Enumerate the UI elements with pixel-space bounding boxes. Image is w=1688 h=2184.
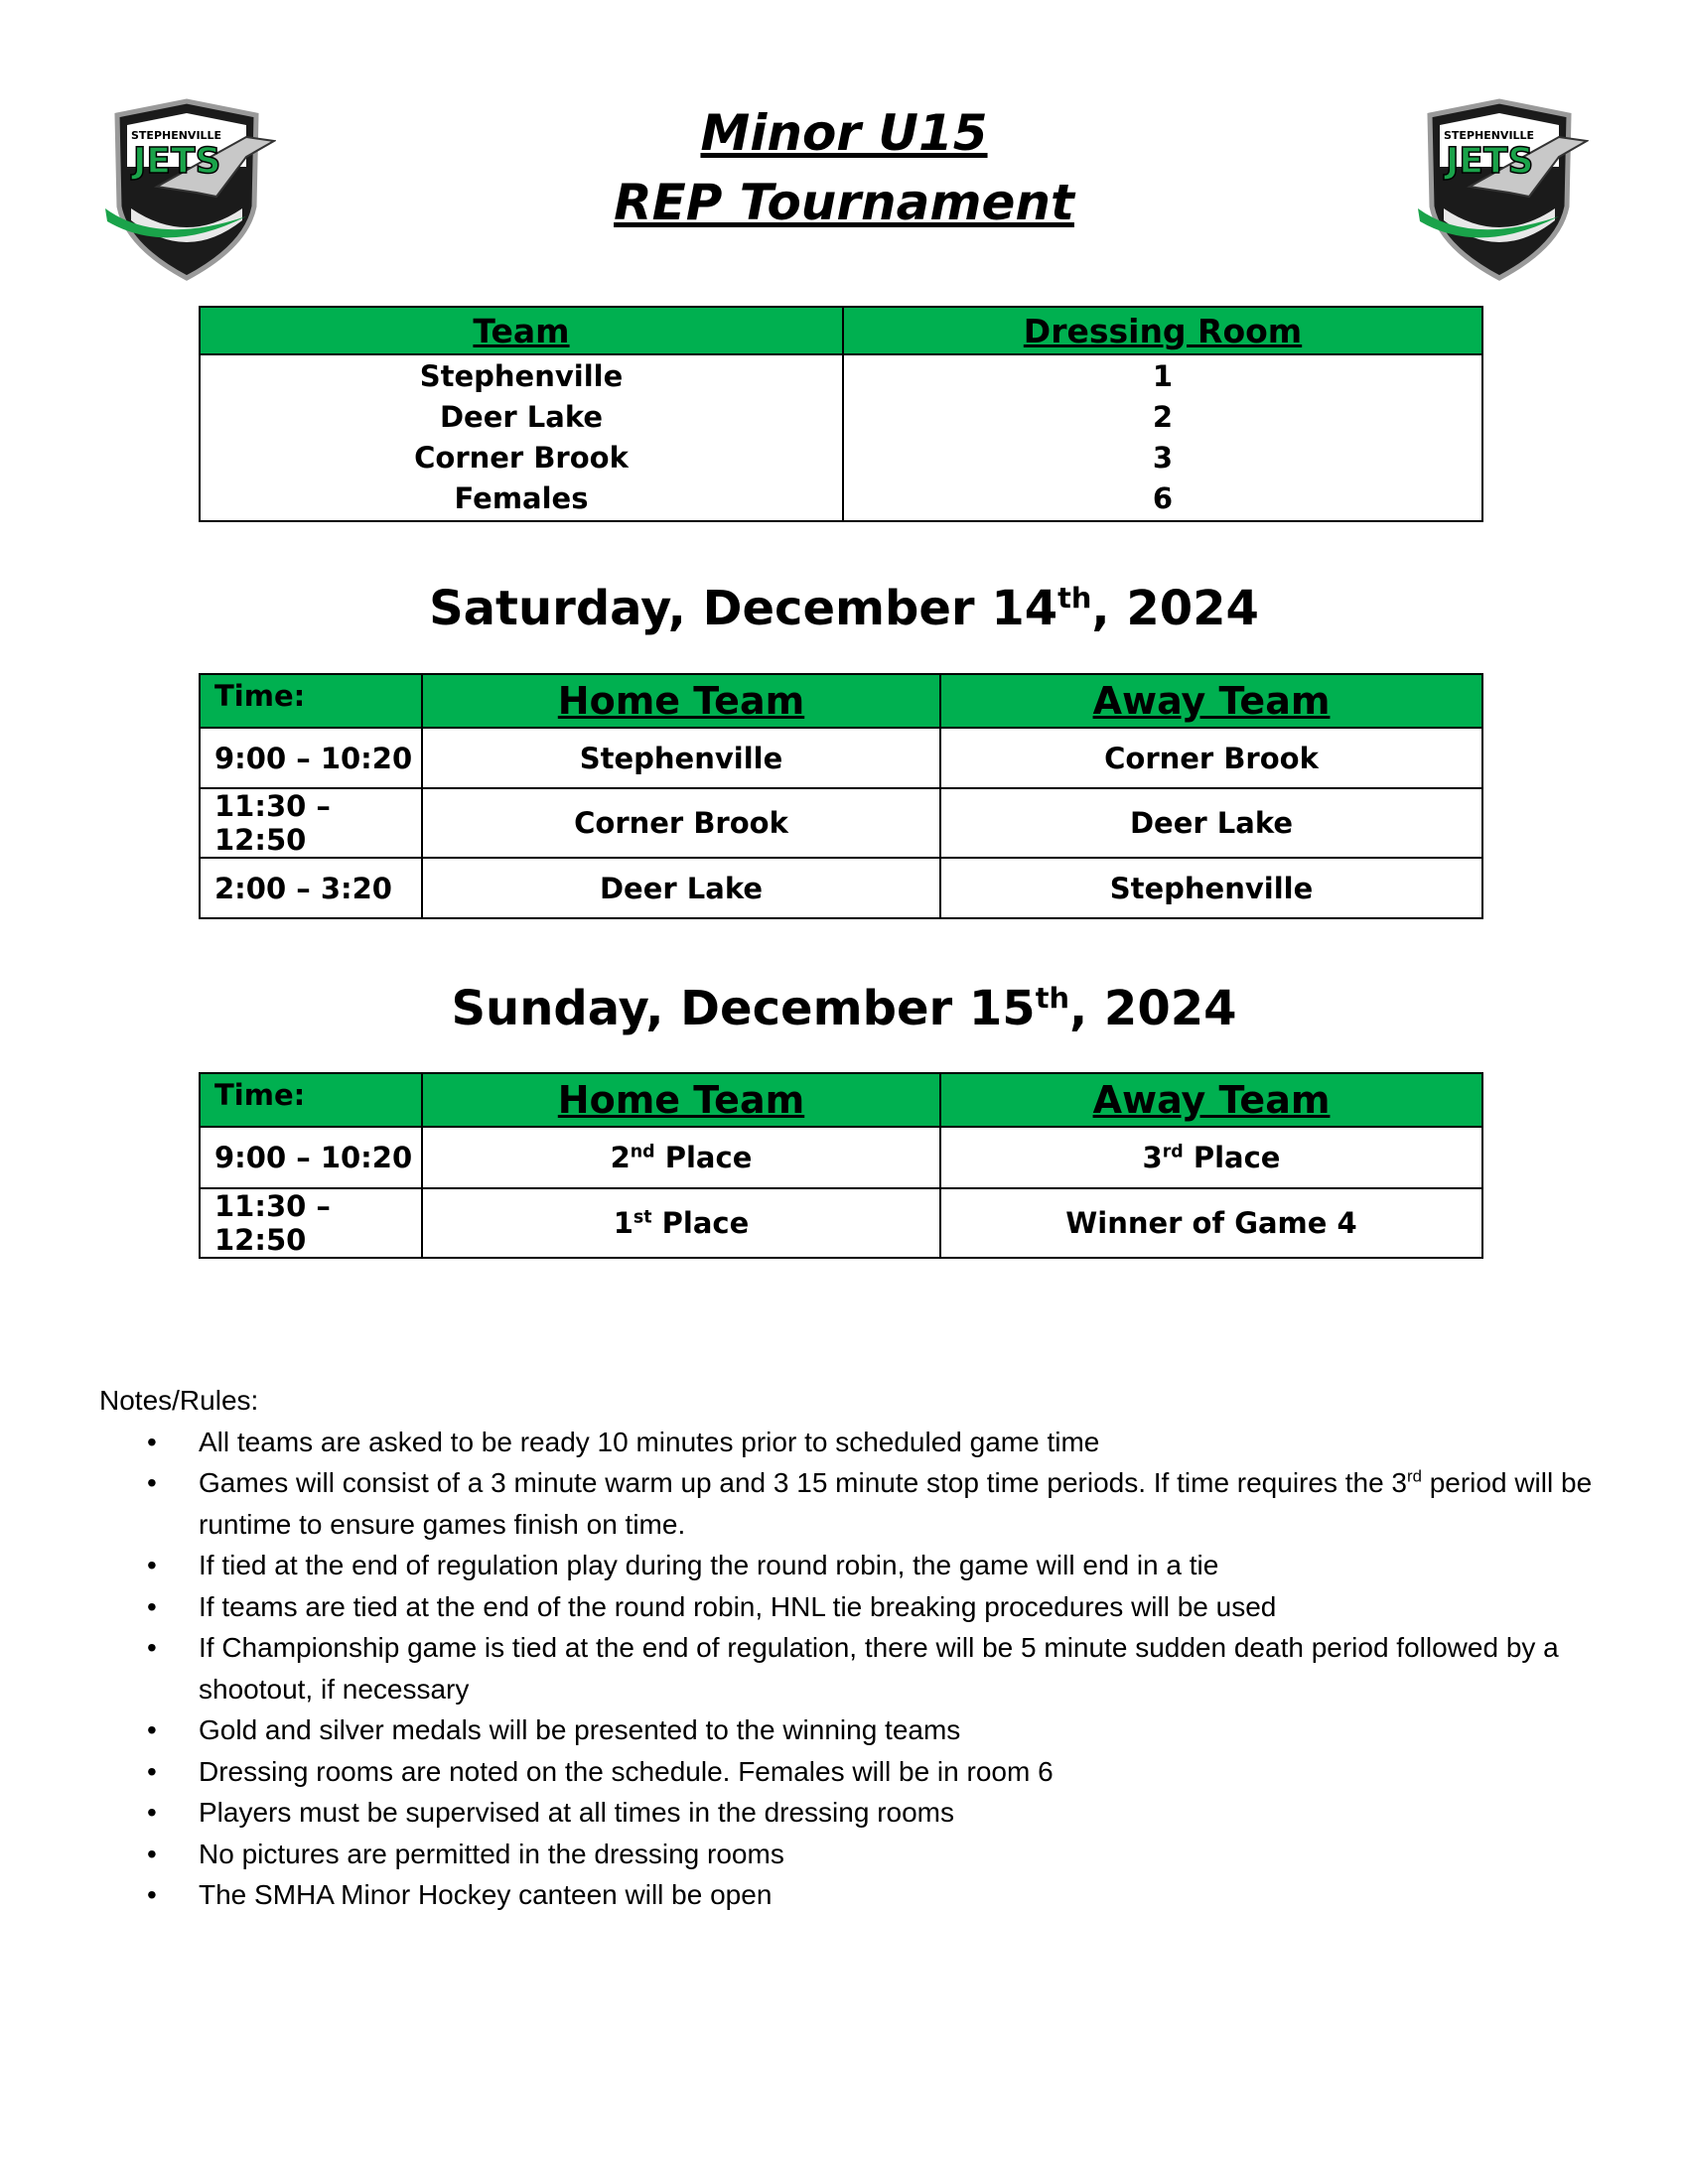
list-item: • Games will consist of a 3 minute warm up and 3 15 minute stop time periods. If time requires the 3rd period will be runtime to ensure games finish on time. <box>199 1462 1609 1545</box>
svg-text:STEPHENVILLE: STEPHENVILLE <box>1444 129 1535 142</box>
notes-section <box>99 1380 1609 1916</box>
home-team-column-header: Home Team <box>422 1073 940 1127</box>
svg-text:JETS: JETS <box>133 141 221 182</box>
list-item: • Gold and silver medals will be presented to the winning teams <box>199 1709 1609 1751</box>
page-title-line1: Minor U15 <box>700 104 988 162</box>
game-time: 11:30 – 12:50 <box>200 1188 422 1258</box>
table-row-room: 3 <box>1152 441 1174 475</box>
away-team: 3rd Place <box>940 1127 1482 1188</box>
table-row-team: Stephenville <box>419 359 624 393</box>
home-team: 2nd Place <box>422 1127 940 1188</box>
table-row <box>200 788 1482 858</box>
list-item: • If Championship game is tied at the end of regulation, there will be 5 minute sudden death period followed by a shootout, if necessary <box>199 1627 1609 1709</box>
game-time: 11:30 – 12:50 <box>200 788 422 858</box>
list-item: • Dressing rooms are noted on the schedule. Females will be in room 6 <box>199 1751 1609 1793</box>
room-list <box>843 354 1482 521</box>
away-team: Winner of Game 4 <box>940 1188 1482 1258</box>
svg-text:STEPHENVILLE: STEPHENVILLE <box>131 129 222 142</box>
svg-text:JETS: JETS <box>1446 141 1534 182</box>
game-time: 9:00 – 10:20 <box>200 1127 422 1188</box>
dressing-room-column-header: Dressing Room <box>843 307 1482 354</box>
list-item: • If tied at the end of regulation play during the round robin, the game will end in a tie <box>199 1545 1609 1586</box>
list-item: • All teams are asked to be ready 10 minutes prior to scheduled game time <box>199 1422 1609 1463</box>
time-column-header: Time: <box>200 1073 422 1127</box>
table-row <box>200 1188 1482 1258</box>
team-column-header: Team <box>200 307 843 354</box>
dressing-room-table <box>199 306 1483 522</box>
away-team-column-header: Away Team <box>940 1073 1482 1127</box>
away-team: Deer Lake <box>940 788 1482 858</box>
table-row-team: Corner Brook <box>414 441 629 475</box>
notes-list <box>99 1422 1609 1916</box>
home-team-column-header: Home Team <box>422 674 940 728</box>
notes-heading: Notes/Rules: <box>99 1385 259 1416</box>
time-column-header: Time: <box>200 674 422 728</box>
table-row-room: 1 <box>1152 359 1174 393</box>
sunday-heading: Sunday, December 15th, 2024 <box>451 981 1237 1036</box>
saturday-schedule-table <box>199 673 1483 919</box>
sunday-schedule-table <box>199 1072 1483 1259</box>
list-item: • The SMHA Minor Hockey canteen will be open <box>199 1874 1609 1916</box>
table-row-team: Females <box>454 481 589 515</box>
table-row-team: Deer Lake <box>439 400 604 434</box>
table-row <box>200 728 1482 788</box>
game-time: 2:00 – 3:20 <box>200 858 422 918</box>
table-row-room: 6 <box>1152 481 1174 515</box>
table-row <box>200 1127 1482 1188</box>
away-team-column-header: Away Team <box>940 674 1482 728</box>
list-item: • No pictures are permitted in the dressing rooms <box>199 1834 1609 1875</box>
list-item: • If teams are tied at the end of the round robin, HNL tie breaking procedures will be used <box>199 1586 1609 1628</box>
away-team: Stephenville <box>940 858 1482 918</box>
list-item: • Players must be supervised at all times in the dressing rooms <box>199 1792 1609 1834</box>
page-title-line2: REP Tournament <box>614 174 1074 231</box>
home-team: Corner Brook <box>422 788 940 858</box>
home-team: Deer Lake <box>422 858 940 918</box>
home-team: Stephenville <box>422 728 940 788</box>
team-list <box>200 354 843 521</box>
table-row <box>200 858 1482 918</box>
saturday-heading: Saturday, December 14th, 2024 <box>429 581 1259 636</box>
home-team: 1st Place <box>422 1188 940 1258</box>
table-row-room: 2 <box>1152 400 1174 434</box>
away-team: Corner Brook <box>940 728 1482 788</box>
game-time: 9:00 – 10:20 <box>200 728 422 788</box>
